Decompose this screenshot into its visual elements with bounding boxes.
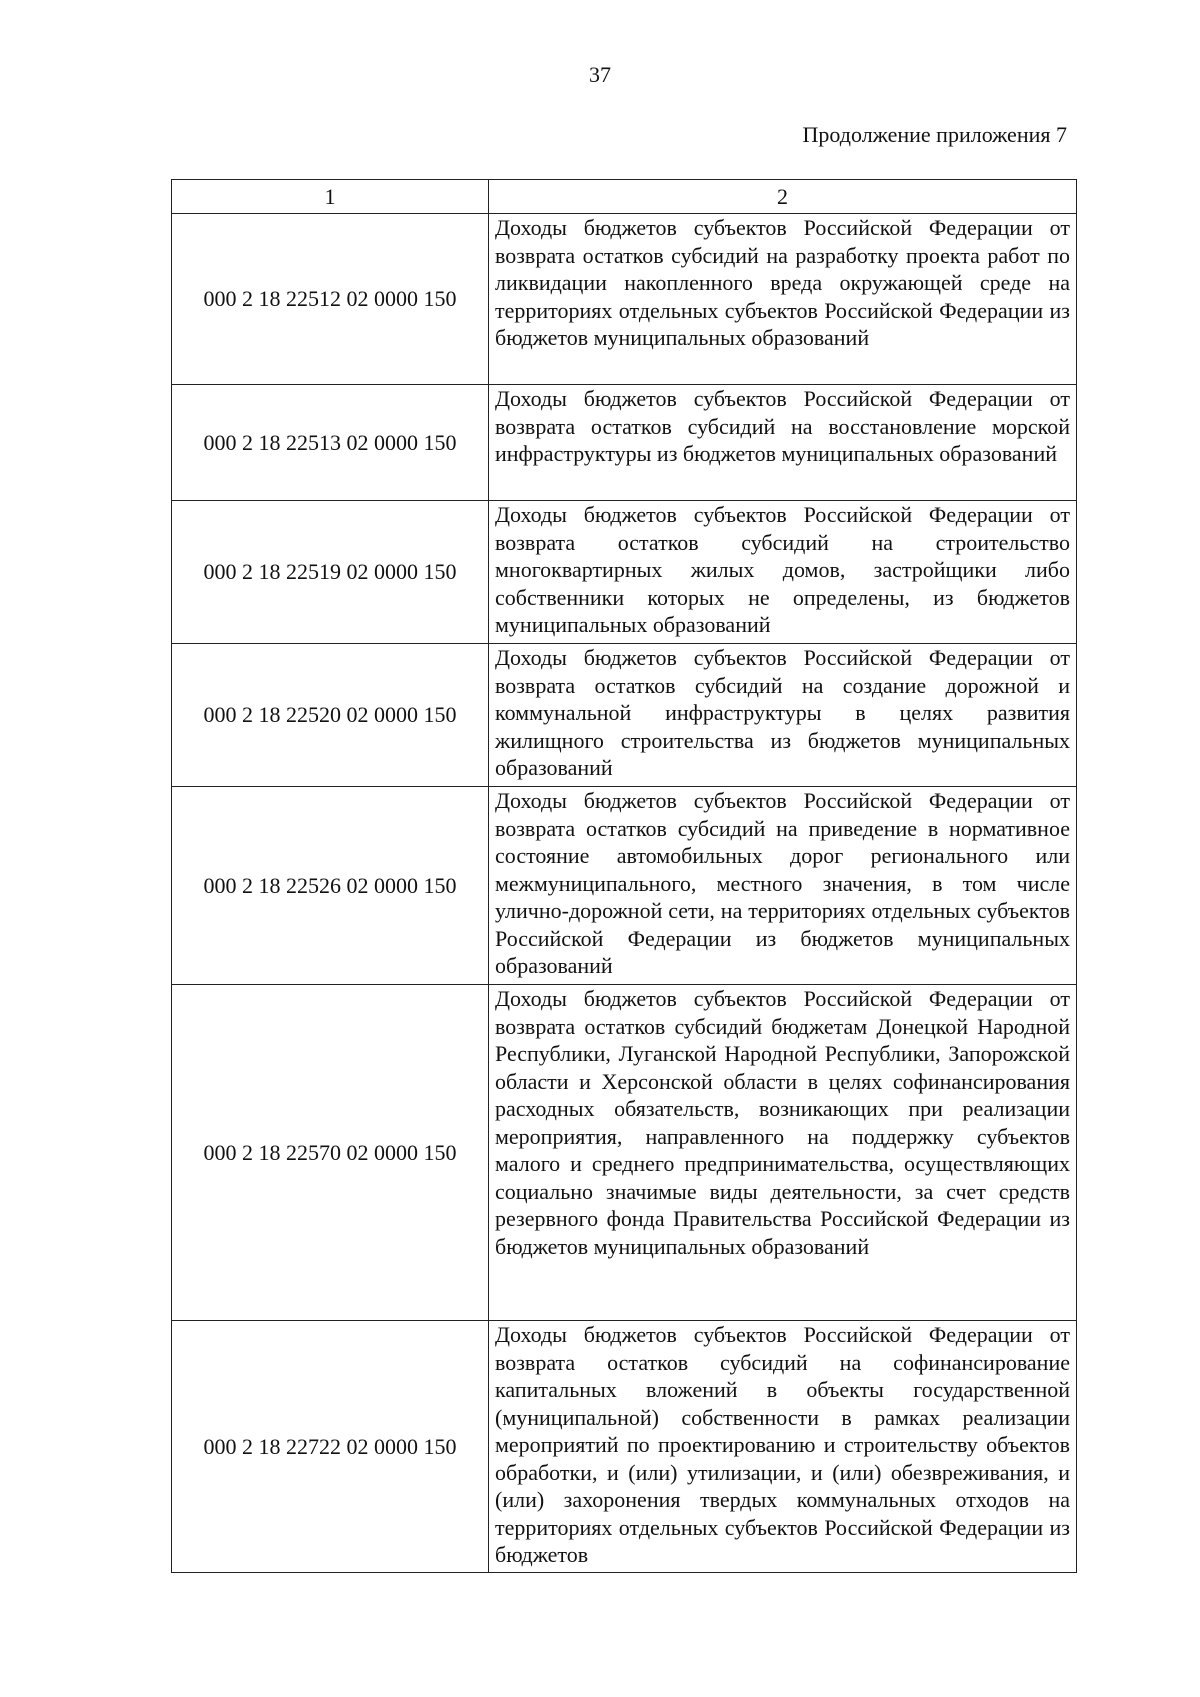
budget-code-cell: 000 2 18 22526 02 0000 150 — [172, 787, 489, 985]
budget-code-cell: 000 2 18 22722 02 0000 150 — [172, 1321, 489, 1573]
table-row — [172, 1321, 1077, 1573]
table-row — [172, 214, 1077, 385]
budget-code-cell: 000 2 18 22512 02 0000 150 — [172, 214, 489, 385]
appendix-continuation-label: Продолжение приложения 7 — [802, 122, 1067, 147]
page-number: 37 — [589, 62, 611, 87]
budget-code-cell: 000 2 18 22570 02 0000 150 — [172, 985, 489, 1321]
table-row — [172, 985, 1077, 1321]
income-description-cell: Доходы бюджетов субъектов Российской Федерации от возврата остатков субсидий на строительство многоквартирных жилых домов, застройщики либо собственники которых не определены, из бюджетов муниципальных образований — [489, 501, 1077, 644]
header-column-2: 2 — [489, 180, 1077, 214]
table-row — [172, 501, 1077, 644]
budget-code-cell: 000 2 18 22520 02 0000 150 — [172, 644, 489, 787]
table-row — [172, 385, 1077, 501]
budget-code-cell: 000 2 18 22519 02 0000 150 — [172, 501, 489, 644]
income-description-cell: Доходы бюджетов субъектов Российской Федерации от возврата остатков субсидий бюджетам Донецкой Народной Республики, Луганской Народной Республики, Запорожской области и Херсонской области в целях софинансирования расходных обязательств, возникающих при реализации мероприятия, направленного на поддержку субъектов малого и среднего предпринимательства, осуществляющих социально значимые виды деятельности, за счет средств резервного фонда Правительства Российской Федерации из бюджетов муниципальных образований — [489, 985, 1077, 1321]
income-description-cell: Доходы бюджетов субъектов Российской Федерации от возврата остатков субсидий на восстановление морской инфраструктуры из бюджетов муниципальных образований — [489, 385, 1077, 501]
budget-code-cell: 000 2 18 22513 02 0000 150 — [172, 385, 489, 501]
income-description-cell: Доходы бюджетов субъектов Российской Федерации от возврата остатков субсидий на разработку проекта работ по ликвидации накопленного вреда окружающей среде на территориях отдельных субъектов Российской Федерации из бюджетов муниципальных образований — [489, 214, 1077, 385]
income-description-cell: Доходы бюджетов субъектов Российской Федерации от возврата остатков субсидий на создание дорожной и коммунальной инфраструктуры в целях развития жилищного строительства из бюджетов муниципальных образований — [489, 644, 1077, 787]
table-row — [172, 787, 1077, 985]
header-column-1: 1 — [172, 180, 489, 214]
income-codes-table — [171, 179, 1077, 1573]
table-header-row — [172, 180, 1077, 214]
income-description-cell: Доходы бюджетов субъектов Российской Федерации от возврата остатков субсидий на софинансирование капитальных вложений в объекты государственной (муниципальной) собственности в рамках реализации мероприятий по проектированию и строительству объектов обработки, и (или) утилизации, и (или) обезвреживания, и (или) захоронения твердых коммунальных отходов на территориях отдельных субъектов Российской Федерации из бюджетов — [489, 1321, 1077, 1573]
income-description-cell: Доходы бюджетов субъектов Российской Федерации от возврата остатков субсидий на приведение в нормативное состояние автомобильных дорог регионального или межмуниципального, местного значения, в том числе улично-дорожной сети, на территориях отдельных субъектов Российской Федерации из бюджетов муниципальных образований — [489, 787, 1077, 985]
table-row — [172, 644, 1077, 787]
